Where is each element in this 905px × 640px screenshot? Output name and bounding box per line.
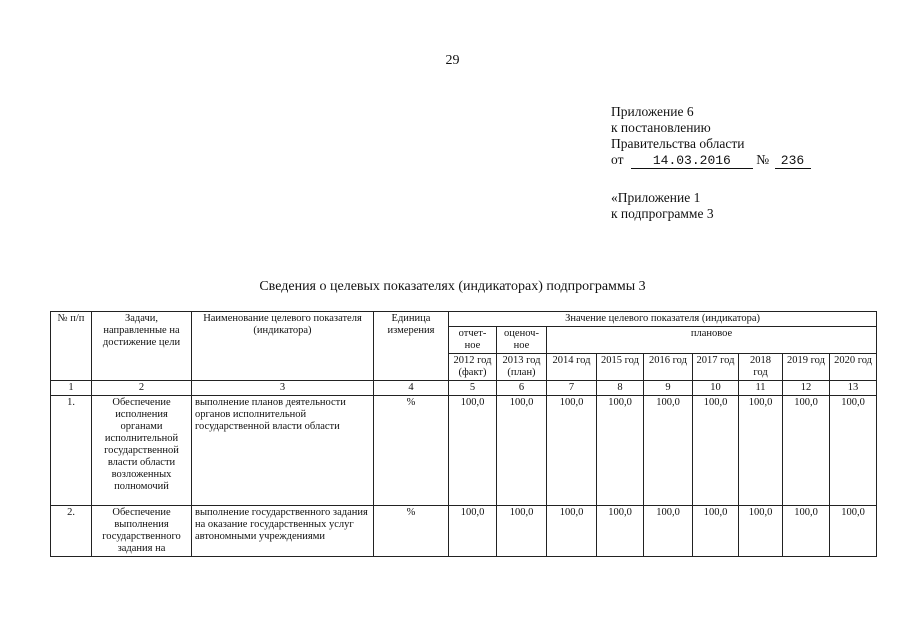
header-num: № п/п (51, 312, 92, 381)
row-unit: % (374, 396, 449, 506)
appendix-line-1: Приложение 6 (611, 104, 694, 119)
appendix-line-3: Правительства области (611, 136, 745, 151)
header-year: 2013 год (план) (497, 354, 547, 381)
resolution-number: 236 (775, 154, 811, 169)
column-number: 10 (693, 381, 739, 396)
row-value: 100,0 (783, 396, 830, 506)
row-number: 1. (51, 396, 92, 506)
column-number: 4 (374, 381, 449, 396)
row-number: 2. (51, 506, 92, 557)
appendix-date-line (611, 152, 811, 169)
appendix-block (611, 104, 811, 169)
row-value: 100,0 (693, 506, 739, 557)
header-year: 2014 год (547, 354, 597, 381)
page-number: 29 (445, 53, 460, 68)
row-value: 100,0 (739, 396, 783, 506)
column-number-row (51, 381, 877, 396)
row-value: 100,0 (547, 396, 597, 506)
column-number: 5 (449, 381, 497, 396)
row-indicator: выполнение государственного задания на оказание государственных услуг автономными учреждениями (192, 506, 374, 557)
column-number: 1 (51, 381, 92, 396)
row-indicator: выполнение планов деятельности органов исполнительной государственной власти области (192, 396, 374, 506)
number-label: № (756, 152, 770, 167)
row-value: 100,0 (830, 506, 877, 557)
header-year: 2015 год (597, 354, 644, 381)
row-value: 100,0 (693, 396, 739, 506)
table-row (51, 396, 877, 506)
column-number: 3 (192, 381, 374, 396)
header-indicator-name: Наименование целевого показателя (индикатора) (192, 312, 374, 381)
header-estimated: оценоч-ное (497, 327, 547, 354)
column-number: 8 (597, 381, 644, 396)
column-number: 11 (739, 381, 783, 396)
appendix-ref-line-2: к подпрограмме 3 (611, 206, 714, 221)
row-value: 100,0 (449, 506, 497, 557)
row-value: 100,0 (497, 396, 547, 506)
column-number: 9 (644, 381, 693, 396)
row-task: Обеспечение выполнения государственного задания на (92, 506, 192, 557)
row-task: Обеспечение исполнения органами исполнительной государственной власти области возложенных полномочий (92, 396, 192, 506)
column-number: 13 (830, 381, 877, 396)
resolution-date: 14.03.2016 (631, 154, 753, 169)
row-value: 100,0 (597, 396, 644, 506)
row-value: 100,0 (830, 396, 877, 506)
header-year: 2018 год (739, 354, 783, 381)
header-row-1 (51, 312, 877, 327)
header-unit: Единица измерения (374, 312, 449, 381)
header-tasks: Задачи, направленные на достижение цели (92, 312, 192, 381)
document-title: Сведения о целевых показателях (индикаторах) подпрограммы 3 (259, 279, 646, 294)
row-value: 100,0 (783, 506, 830, 557)
header-year: 2019 год (783, 354, 830, 381)
row-value: 100,0 (597, 506, 644, 557)
row-value: 100,0 (739, 506, 783, 557)
header-planned: плановое (547, 327, 877, 354)
column-number: 7 (547, 381, 597, 396)
header-year: 2012 год (факт) (449, 354, 497, 381)
indicators-table (50, 311, 877, 557)
header-reported: отчет-ное (449, 327, 497, 354)
appendix-reference (611, 190, 714, 222)
row-unit: % (374, 506, 449, 557)
appendix-ref-line-1: «Приложение 1 (611, 190, 701, 205)
from-label: от (611, 152, 624, 167)
column-number: 6 (497, 381, 547, 396)
row-value: 100,0 (497, 506, 547, 557)
row-value: 100,0 (644, 506, 693, 557)
header-value-group: Значение целевого показателя (индикатора) (449, 312, 877, 327)
row-value: 100,0 (449, 396, 497, 506)
header-year: 2020 год (830, 354, 877, 381)
header-year: 2016 год (644, 354, 693, 381)
column-number: 2 (92, 381, 192, 396)
table-row (51, 506, 877, 557)
column-number: 12 (783, 381, 830, 396)
header-year: 2017 год (693, 354, 739, 381)
row-value: 100,0 (547, 506, 597, 557)
row-value: 100,0 (644, 396, 693, 506)
appendix-line-2: к постановлению (611, 120, 711, 135)
